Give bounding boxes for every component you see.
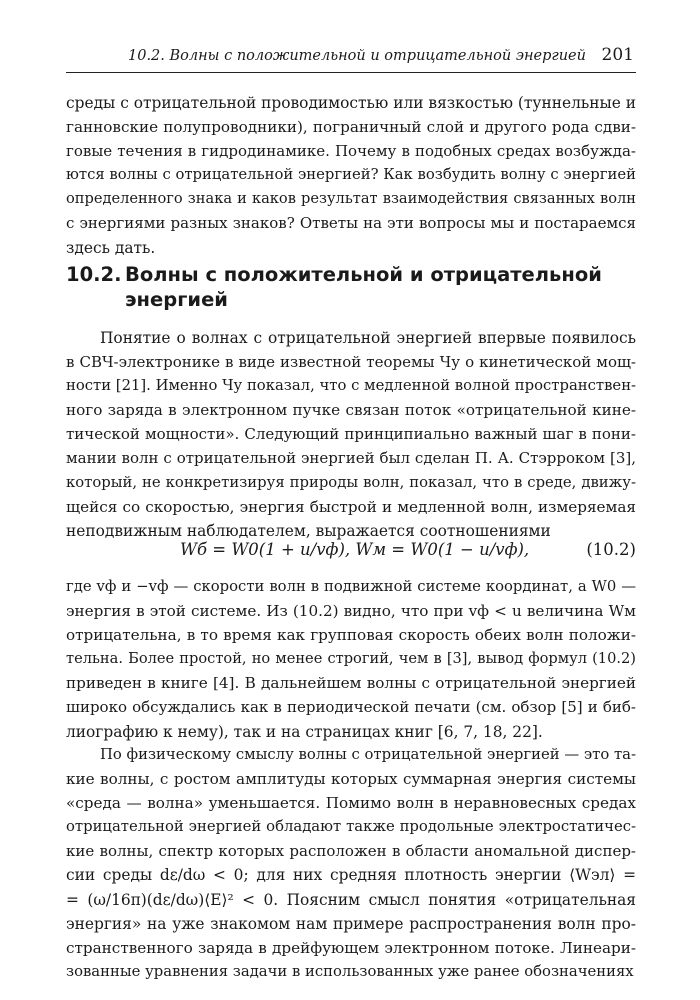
- text-line: энергия в этой системе. Из (10.2) видно, что при vф < u величина Wм: [66, 602, 636, 621]
- paragraph-2: [66, 575, 636, 744]
- text-line: щейся со скоростью, энергия быстрой и медленной волн, измеряемая: [66, 497, 636, 516]
- text-line: странственного заряда в дрейфующем электронном потоке. Линеари-: [66, 938, 636, 957]
- running-title: 10.2. Волны с положительной и отрицательной энергией: [128, 48, 586, 64]
- text-line: говые течения в гидродинамике. Почему в подобных средах возбужда-: [66, 142, 636, 161]
- equation-number: (10.2): [586, 540, 636, 559]
- text-line: неподвижным наблюдателем, выражается соотношениями: [66, 521, 551, 540]
- equation-10-2: [66, 538, 636, 566]
- text-line: тельна. Более простой, но менее строгий, чем в [3], вывод формул (10.2): [66, 650, 636, 668]
- text-line: с энергиями разных знаков? Ответы на эти вопросы мы и постараемся: [66, 214, 636, 233]
- text-line: отрицательной энергией обладают также продольные электростатичес-: [66, 818, 636, 836]
- text-line: кие волны, с ростом амплитуды которых суммарная энергия системы: [66, 770, 636, 789]
- text-line: ются волны с отрицательной энергией? Как возбудить волну с энергией: [66, 166, 636, 184]
- paragraph-1: [66, 326, 636, 543]
- text-line: здесь дать.: [66, 238, 156, 257]
- text-line: определенного знака и каков результат взаимодействия связанных волн: [66, 190, 636, 208]
- text-line: «среда — волна» уменьшается. Помимо волн в неравновесных средах: [66, 794, 636, 813]
- text-line: = (ω/16π)(dε/dω)⟨E⟩² < 0. Поясним смысл понятия «отрицательная: [66, 890, 636, 909]
- text-line: энергия» на уже знакомом нам примере распространения волн про-: [66, 914, 636, 933]
- text-line: Понятие о волнах с отрицательной энергией впервые появилось: [100, 329, 636, 347]
- text-line: приведен в книге [4]. В дальнейшем волны с отрицательной энергией: [66, 674, 636, 693]
- text-line: кие волны, спектр которых расположен в области аномальной диспер-: [66, 842, 636, 861]
- text-line: ганновские полупроводники), пограничный слой и другого рода сдви-: [66, 118, 636, 137]
- text-line: который, не конкретизируя природы волн, показал, что в среде, движу-: [66, 473, 636, 491]
- text-line: лиографию к нему), так и на страницах книг [6, 7, 18, 22].: [66, 722, 543, 741]
- equation-body: Wб = W0(1 + u/vф), Wм = W0(1 − u/vф),: [180, 540, 530, 559]
- intro-paragraph: [66, 91, 636, 260]
- paragraph-3: [66, 743, 636, 984]
- text-line: ного заряда в электронном пучке связан поток «отрицательной кине-: [66, 401, 636, 420]
- section-title-continued: энергией: [125, 288, 228, 311]
- section-number: 10.2.: [66, 263, 122, 286]
- text-line: мании волн с отрицательной энергией был сделан П. А. Стэрроком [3],: [66, 449, 636, 468]
- text-line: зованные уравнения задачи в использованных уже ранее обозначениях: [66, 962, 634, 980]
- text-line: широко обсуждались как в периодической печати (см. обзор [5] и биб-: [66, 698, 636, 717]
- text-line: тической мощности». Следующий принципиально важный шаг в пони-: [66, 425, 636, 444]
- page-number: 201: [601, 45, 634, 65]
- text-line: сии среды dε/dω < 0; для них средняя плотность энергии ⟨Wэл⟩ =: [66, 866, 636, 885]
- text-line: По физическому смыслу волны с отрицательной энергией — это та-: [100, 746, 636, 763]
- text-line: где vф и −vф — скорости волн в подвижной системе координат, а W0 —: [66, 578, 636, 595]
- section-title: Волны с положительной и отрицательной: [125, 263, 602, 286]
- text-line: в СВЧ-электронике в виде известной теоремы Чу о кинетической мощ-: [66, 353, 636, 372]
- text-line: отрицательна, в то время как групповая скорость обеих волн положи-: [66, 626, 636, 645]
- text-line: среды с отрицательной проводимостью или вязкостью (туннельные и: [66, 94, 636, 112]
- running-header: [66, 42, 636, 73]
- text-line: ности [21]. Именно Чу показал, что с медленной волной пространствен-: [66, 377, 637, 395]
